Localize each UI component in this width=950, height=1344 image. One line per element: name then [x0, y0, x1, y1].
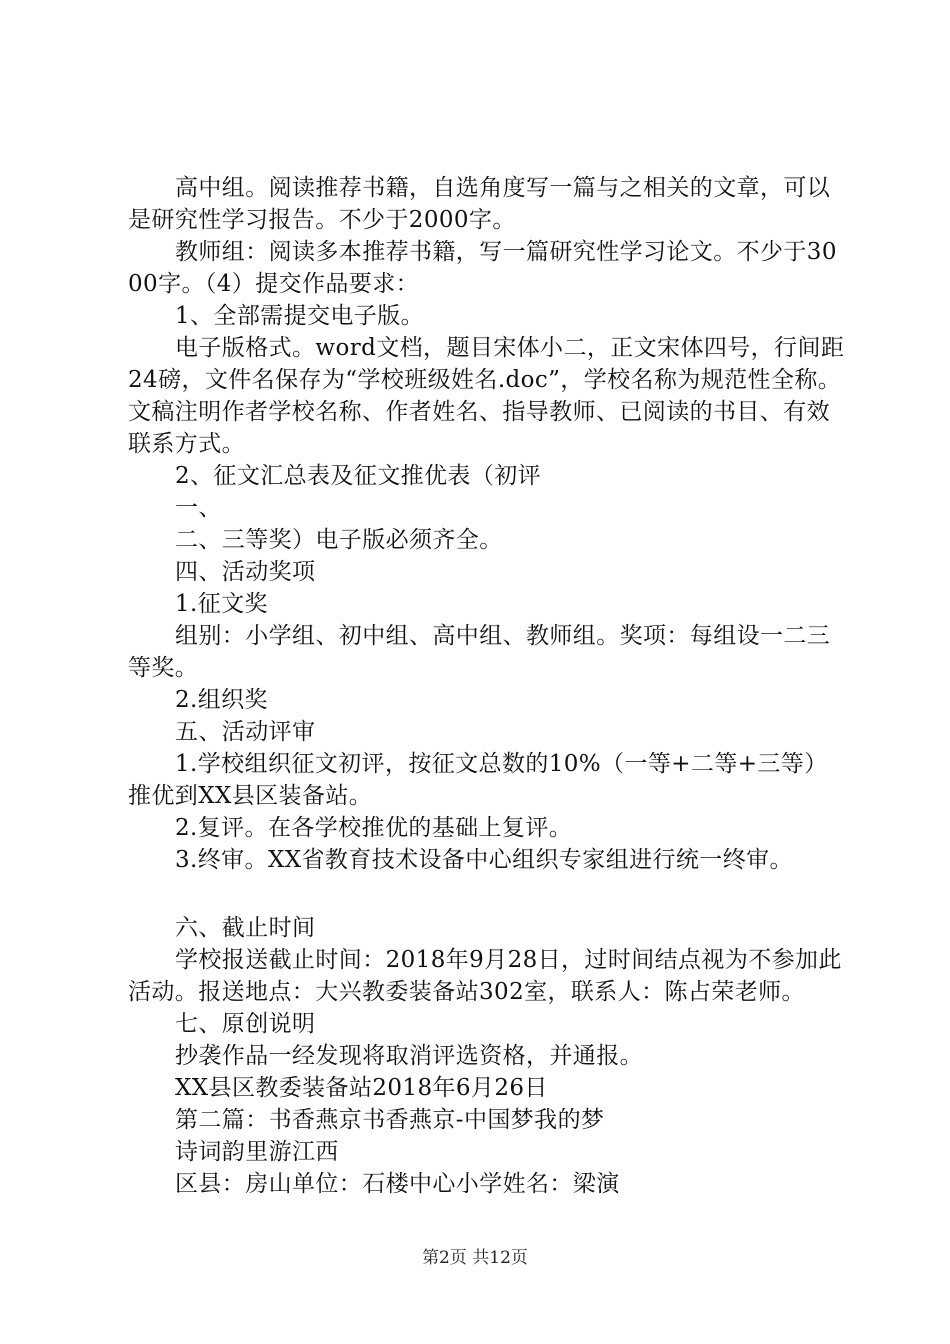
paragraph-electronic-format: 电子版格式。word文档，题目宋体小二，正文宋体四号，行间距24磅，文件名保存为“学校班级姓名.doc”，学校名称为规范性全称。文稿注明作者学校名称、作者姓名、指导教师、已阅读的书目、有效联系方式。	[128, 335, 845, 457]
heading-organization-award: 2.组织奖	[175, 687, 268, 713]
paragraph-initial-review: 1.学校组织征文初评，按征文总数的10%（一等+二等+三等）推优到XX县区装备站。	[128, 751, 828, 809]
heading-originality: 七、原创说明	[175, 1011, 316, 1037]
blank-line	[128, 876, 848, 912]
paragraph-issuer-date: XX县区教委装备站2018年6月26日	[175, 1075, 548, 1101]
paragraph-second-article-title: 第二篇：书香燕京书香燕京-中国梦我的梦	[175, 1107, 605, 1133]
heading-review: 五、活动评审	[175, 719, 316, 745]
paragraph-submit-electronic: 1、全部需提交电子版。	[175, 303, 425, 329]
heading-essay-award: 1.征文奖	[175, 591, 268, 617]
paragraph-groups: 组别：小学组、初中组、高中组、教师组。奖项：每组设一二三等奖。	[128, 623, 831, 681]
paragraph-high-school-group: 高中组。阅读推荐书籍，自选角度写一篇与之相关的文章，可以是研究性学习报告。不少于2000字。	[128, 175, 831, 233]
paragraph-poem-title: 诗词韵里游江西	[175, 1139, 339, 1165]
page-footer: 第2页 共12页	[422, 1248, 528, 1268]
paragraph-teacher-group: 教师组：阅读多本推荐书籍，写一篇研究性学习论文。不少于3000字。（4）提交作品要求：	[128, 239, 837, 297]
heading-awards: 四、活动奖项	[175, 559, 316, 585]
paragraph-author-info: 区县：房山单位：石楼中心小学姓名：梁演	[175, 1171, 620, 1197]
document-body	[128, 172, 848, 1200]
paragraph-plagiarism: 抄袭作品一经发现将取消评选资格，并通报。	[175, 1043, 643, 1069]
paragraph-first: 一、	[175, 495, 222, 521]
heading-deadline: 六、截止时间	[175, 915, 316, 941]
paragraph-summary-table: 2、征文汇总表及征文推优表（初评	[175, 463, 542, 489]
paragraph-deadline-details: 学校报送截止时间：2018年9月28日，过时间结点视为不参加此活动。报送地点：大兴教委装备站302室，联系人：陈占荣老师。	[128, 947, 842, 1005]
paragraph-final-review: 3.终审。XX省教育技术设备中心组织专家组进行统一终审。	[175, 847, 793, 873]
paragraph-second-third-prize: 二、三等奖）电子版必须齐全。	[175, 527, 503, 553]
paragraph-second-review: 2.复评。在各学校推优的基础上复评。	[175, 815, 573, 841]
